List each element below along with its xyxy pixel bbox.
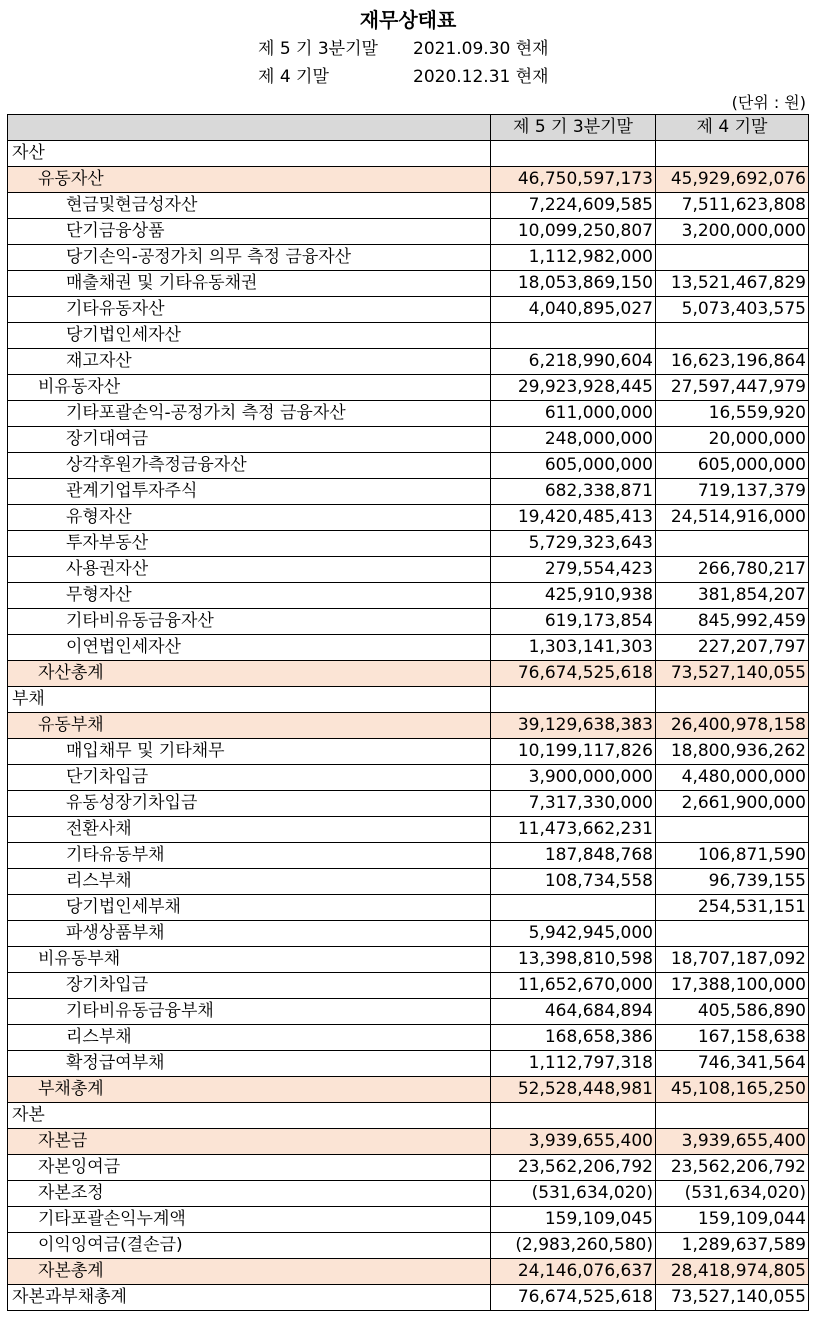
account-label: 부채총계: [8, 1077, 491, 1103]
current-period-amount: 619,173,854: [491, 609, 656, 635]
current-period-amount: 159,109,045: [491, 1207, 656, 1233]
prior-period-amount: 5,073,403,575: [656, 297, 809, 323]
table-row: [8, 583, 809, 609]
prior-period-amount: 4,480,000,000: [656, 765, 809, 791]
table-row: [8, 193, 809, 219]
current-period-amount: 425,910,938: [491, 583, 656, 609]
current-period-amount: [491, 687, 656, 713]
account-label: 유동자산: [8, 167, 491, 193]
current-period-amount: 13,398,810,598: [491, 947, 656, 973]
account-label: 관계기업투자주식: [8, 479, 491, 505]
prior-period-amount: 16,623,196,864: [656, 349, 809, 375]
account-label: 매출채권 및 기타유동채권: [8, 271, 491, 297]
table-row: [8, 817, 809, 843]
current-period-amount: 3,939,655,400: [491, 1129, 656, 1155]
prior-period-amount: [656, 687, 809, 713]
prior-period-amount: 167,158,638: [656, 1025, 809, 1051]
prior-period-amount: 45,108,165,250: [656, 1077, 809, 1103]
table-row: [8, 1233, 809, 1259]
table-row: [8, 557, 809, 583]
table-row: [8, 1207, 809, 1233]
current-period-amount: 108,734,558: [491, 869, 656, 895]
table-row: [8, 1129, 809, 1155]
account-label: 자본총계: [8, 1259, 491, 1285]
table-row: [8, 635, 809, 661]
prior-period-amount: [656, 531, 809, 557]
current-period-amount: 18,053,869,150: [491, 271, 656, 297]
prior-period-amount: 96,739,155: [656, 869, 809, 895]
current-period-amount: 29,923,928,445: [491, 375, 656, 401]
account-label: 당기손익-공정가치 의무 측정 금융자산: [8, 245, 491, 271]
current-period-amount: 1,303,141,303: [491, 635, 656, 661]
current-period-amount: [491, 895, 656, 921]
account-label: 리스부채: [8, 1025, 491, 1051]
prior-period-amount: 3,200,000,000: [656, 219, 809, 245]
prior-period-amount: 381,854,207: [656, 583, 809, 609]
period-current-label: 제 5 기 3분기말: [258, 39, 378, 59]
prior-period-amount: 227,207,797: [656, 635, 809, 661]
current-period-amount: 76,674,525,618: [491, 661, 656, 687]
current-period-amount: 279,554,423: [491, 557, 656, 583]
prior-period-amount: 254,531,151: [656, 895, 809, 921]
prior-period-amount: 719,137,379: [656, 479, 809, 505]
prior-period-amount: 2,661,900,000: [656, 791, 809, 817]
table-row: [8, 1051, 809, 1077]
current-period-amount: 7,317,330,000: [491, 791, 656, 817]
current-period-amount: 4,040,895,027: [491, 297, 656, 323]
prior-period-amount: 7,511,623,808: [656, 193, 809, 219]
prior-period-amount: 17,388,100,000: [656, 973, 809, 999]
prior-period-amount: [656, 1103, 809, 1129]
current-period-amount: 39,129,638,383: [491, 713, 656, 739]
prior-period-amount: 3,939,655,400: [656, 1129, 809, 1155]
account-label: 기타유동부채: [8, 843, 491, 869]
account-label: 장기차입금: [8, 973, 491, 999]
table-header-row: [8, 115, 809, 141]
account-label: 자산총계: [8, 661, 491, 687]
table-row: [8, 167, 809, 193]
account-label: 비유동자산: [8, 375, 491, 401]
prior-period-amount: 13,521,467,829: [656, 271, 809, 297]
table-row: [8, 453, 809, 479]
account-label: 전환사채: [8, 817, 491, 843]
prior-period-amount: 27,597,447,979: [656, 375, 809, 401]
current-period-amount: (2,983,260,580): [491, 1233, 656, 1259]
period-prior-label: 제 4 기말: [258, 67, 329, 87]
current-period-amount: (531,634,020): [491, 1181, 656, 1207]
account-label: 장기대여금: [8, 427, 491, 453]
current-period-amount: 52,528,448,981: [491, 1077, 656, 1103]
table-row: [8, 765, 809, 791]
account-label: 상각후원가측정금융자산: [8, 453, 491, 479]
table-row: [8, 219, 809, 245]
table-row: [8, 791, 809, 817]
account-label: 유동부채: [8, 713, 491, 739]
table-row: [8, 869, 809, 895]
table-row: [8, 141, 809, 167]
header-label-cell: [8, 115, 491, 141]
table-row: [8, 973, 809, 999]
current-period-amount: 24,146,076,637: [491, 1259, 656, 1285]
table-body: [8, 141, 809, 1311]
current-period-amount: [491, 141, 656, 167]
account-label: 투자부동산: [8, 531, 491, 557]
prior-period-amount: [656, 141, 809, 167]
prior-period-amount: 405,586,890: [656, 999, 809, 1025]
current-period-amount: 682,338,871: [491, 479, 656, 505]
table-row: [8, 947, 809, 973]
account-label: 유동성장기차입금: [8, 791, 491, 817]
account-label: 이연법인세자산: [8, 635, 491, 661]
current-period-amount: 23,562,206,792: [491, 1155, 656, 1181]
account-label: 현금및현금성자산: [8, 193, 491, 219]
table-row: [8, 895, 809, 921]
current-period-amount: 1,112,982,000: [491, 245, 656, 271]
table-row: [8, 1077, 809, 1103]
account-label: 기타포괄손익-공정가치 측정 금융자산: [8, 401, 491, 427]
table-row: [8, 323, 809, 349]
table-row: [8, 1259, 809, 1285]
table-row: [8, 375, 809, 401]
table-row: [8, 479, 809, 505]
prior-period-amount: 73,527,140,055: [656, 661, 809, 687]
prior-period-amount: 159,109,044: [656, 1207, 809, 1233]
current-period-amount: 3,900,000,000: [491, 765, 656, 791]
account-label: 기타유동자산: [8, 297, 491, 323]
current-period-amount: 46,750,597,173: [491, 167, 656, 193]
current-period-amount: 76,674,525,618: [491, 1285, 656, 1311]
page-title: 재무상태표: [359, 8, 457, 32]
prior-period-amount: 23,562,206,792: [656, 1155, 809, 1181]
table-row: [8, 1025, 809, 1051]
header-prior-period: 제 4 기말: [656, 115, 809, 141]
account-label: 단기금융상품: [8, 219, 491, 245]
account-label: 무형자산: [8, 583, 491, 609]
current-period-amount: [491, 323, 656, 349]
account-label: 자본조정: [8, 1181, 491, 1207]
current-period-amount: 7,224,609,585: [491, 193, 656, 219]
table-row: [8, 349, 809, 375]
current-period-amount: [491, 1103, 656, 1129]
account-label: 당기법인세자산: [8, 323, 491, 349]
table-row: [8, 1181, 809, 1207]
current-period-amount: 19,420,485,413: [491, 505, 656, 531]
current-period-amount: 187,848,768: [491, 843, 656, 869]
prior-period-amount: 45,929,692,076: [656, 167, 809, 193]
current-period-amount: 605,000,000: [491, 453, 656, 479]
table-row: [8, 661, 809, 687]
account-label: 자산: [8, 141, 491, 167]
account-label: 단기차입금: [8, 765, 491, 791]
table-row: [8, 687, 809, 713]
table-row: [8, 505, 809, 531]
current-period-amount: 11,652,670,000: [491, 973, 656, 999]
prior-period-amount: [656, 245, 809, 271]
current-period-amount: 611,000,000: [491, 401, 656, 427]
table-row: [8, 1285, 809, 1311]
table-row: [8, 1103, 809, 1129]
balance-sheet-table: [7, 114, 809, 1311]
current-period-amount: 1,112,797,318: [491, 1051, 656, 1077]
current-period-amount: 10,099,250,807: [491, 219, 656, 245]
prior-period-amount: [656, 323, 809, 349]
prior-period-amount: [656, 921, 809, 947]
table-row: [8, 739, 809, 765]
current-period-amount: 10,199,117,826: [491, 739, 656, 765]
period-prior-date: 2020.12.31 현재: [413, 67, 549, 87]
account-label: 당기법인세부채: [8, 895, 491, 921]
table-row: [8, 999, 809, 1025]
account-label: 자본잉여금: [8, 1155, 491, 1181]
account-label: 이익잉여금(결손금): [8, 1233, 491, 1259]
prior-period-amount: 28,418,974,805: [656, 1259, 809, 1285]
table-row: [8, 609, 809, 635]
account-label: 기타비유동금융자산: [8, 609, 491, 635]
account-label: 매입채무 및 기타채무: [8, 739, 491, 765]
account-label: 자본: [8, 1103, 491, 1129]
account-label: 사용권자산: [8, 557, 491, 583]
account-label: 자본과부채총계: [8, 1285, 491, 1311]
prior-period-amount: 605,000,000: [656, 453, 809, 479]
current-period-amount: 5,942,945,000: [491, 921, 656, 947]
header-current-period: 제 5 기 3분기말: [491, 115, 656, 141]
prior-period-amount: 18,707,187,092: [656, 947, 809, 973]
account-label: 확정급여부채: [8, 1051, 491, 1077]
prior-period-amount: 266,780,217: [656, 557, 809, 583]
prior-period-amount: (531,634,020): [656, 1181, 809, 1207]
account-label: 비유동부채: [8, 947, 491, 973]
current-period-amount: 11,473,662,231: [491, 817, 656, 843]
prior-period-amount: 73,527,140,055: [656, 1285, 809, 1311]
prior-period-amount: 845,992,459: [656, 609, 809, 635]
table-row: [8, 271, 809, 297]
table-row: [8, 843, 809, 869]
current-period-amount: 5,729,323,643: [491, 531, 656, 557]
prior-period-amount: 106,871,590: [656, 843, 809, 869]
account-label: 파생상품부채: [8, 921, 491, 947]
current-period-amount: 248,000,000: [491, 427, 656, 453]
account-label: 기타비유동금융부채: [8, 999, 491, 1025]
account-label: 부채: [8, 687, 491, 713]
account-label: 재고자산: [8, 349, 491, 375]
prior-period-amount: 746,341,564: [656, 1051, 809, 1077]
unit-label: (단위 : 원): [731, 93, 806, 112]
current-period-amount: 168,658,386: [491, 1025, 656, 1051]
table-row: [8, 245, 809, 271]
table-row: [8, 531, 809, 557]
table-row: [8, 427, 809, 453]
table-row: [8, 401, 809, 427]
current-period-amount: 6,218,990,604: [491, 349, 656, 375]
account-label: 리스부채: [8, 869, 491, 895]
account-label: 유형자산: [8, 505, 491, 531]
period-current-date: 2021.09.30 현재: [413, 39, 549, 59]
table-row: [8, 1155, 809, 1181]
prior-period-amount: 18,800,936,262: [656, 739, 809, 765]
account-label: 기타포괄손익누계액: [8, 1207, 491, 1233]
prior-period-amount: 1,289,637,589: [656, 1233, 809, 1259]
prior-period-amount: 26,400,978,158: [656, 713, 809, 739]
table-row: [8, 713, 809, 739]
prior-period-amount: 16,559,920: [656, 401, 809, 427]
current-period-amount: 464,684,894: [491, 999, 656, 1025]
prior-period-amount: 20,000,000: [656, 427, 809, 453]
table-row: [8, 921, 809, 947]
table-row: [8, 297, 809, 323]
prior-period-amount: 24,514,916,000: [656, 505, 809, 531]
account-label: 자본금: [8, 1129, 491, 1155]
prior-period-amount: [656, 817, 809, 843]
